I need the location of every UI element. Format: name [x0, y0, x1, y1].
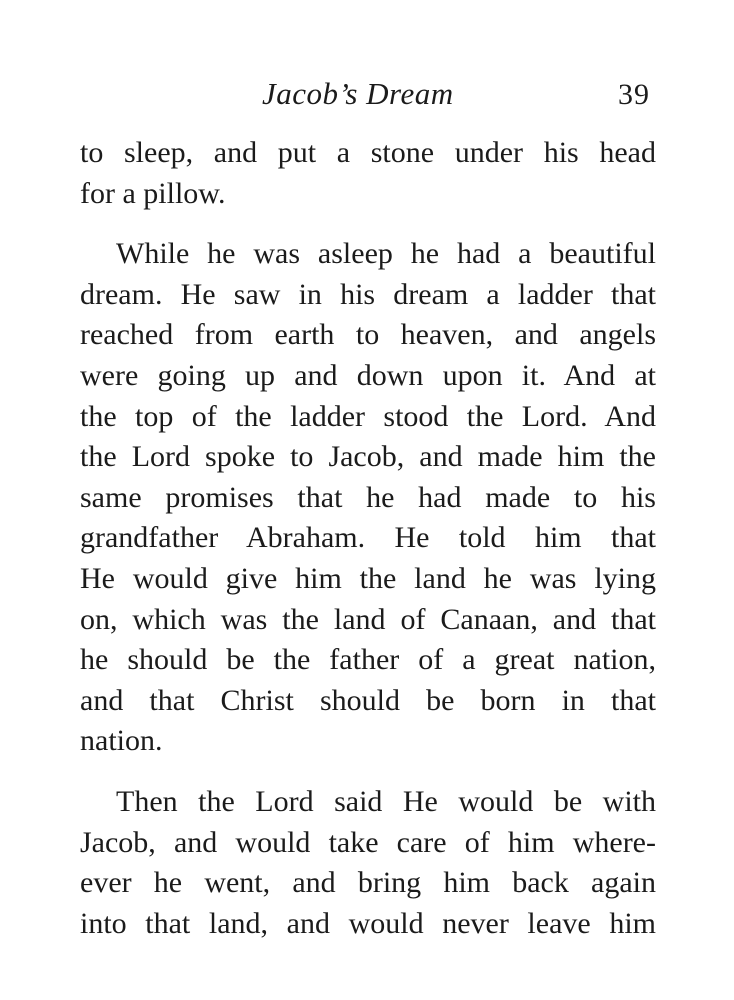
text-line: While he was asleep he had a beautiful — [116, 237, 656, 271]
text-line: ever he went, and bring him back again — [80, 866, 656, 900]
paragraph-gap — [80, 214, 656, 234]
page-number: 39 — [618, 78, 650, 111]
text-line: to sleep, and put a stone under his head — [80, 136, 656, 169]
text-line: reached from earth to heaven, and angels — [80, 318, 656, 352]
text-line: on, which was the land of Canaan, and that — [80, 602, 656, 636]
text-line: Then the Lord said He would be with — [116, 784, 656, 818]
text-line: nation. — [80, 724, 163, 758]
text-line: and that Christ should be born in that — [80, 683, 656, 717]
chapter-title: Jacob’s Dream — [262, 76, 454, 111]
text-line: same promises that he had made to his — [80, 480, 656, 514]
text-line: the Lord spoke to Jacob, and made him the — [80, 440, 656, 474]
text-line: He would give him the land he was lying — [80, 561, 656, 595]
text-line: grandfather Abraham. He told him that — [80, 521, 656, 555]
paragraph-gap — [80, 762, 656, 782]
running-head — [0, 72, 734, 116]
text-line: Jacob, and would take care of him where- — [80, 825, 656, 859]
text-line: were going up and down upon it. And at — [80, 358, 656, 392]
text-line: for a pillow. — [80, 176, 226, 210]
body-text — [80, 133, 656, 944]
text-line: he should be the father of a great nation, — [80, 643, 656, 677]
text-line: the top of the ladder stood the Lord. And — [80, 399, 656, 433]
text-line: into that land, and would never leave him — [80, 906, 656, 940]
text-line: dream. He saw in his dream a ladder that — [80, 277, 656, 311]
